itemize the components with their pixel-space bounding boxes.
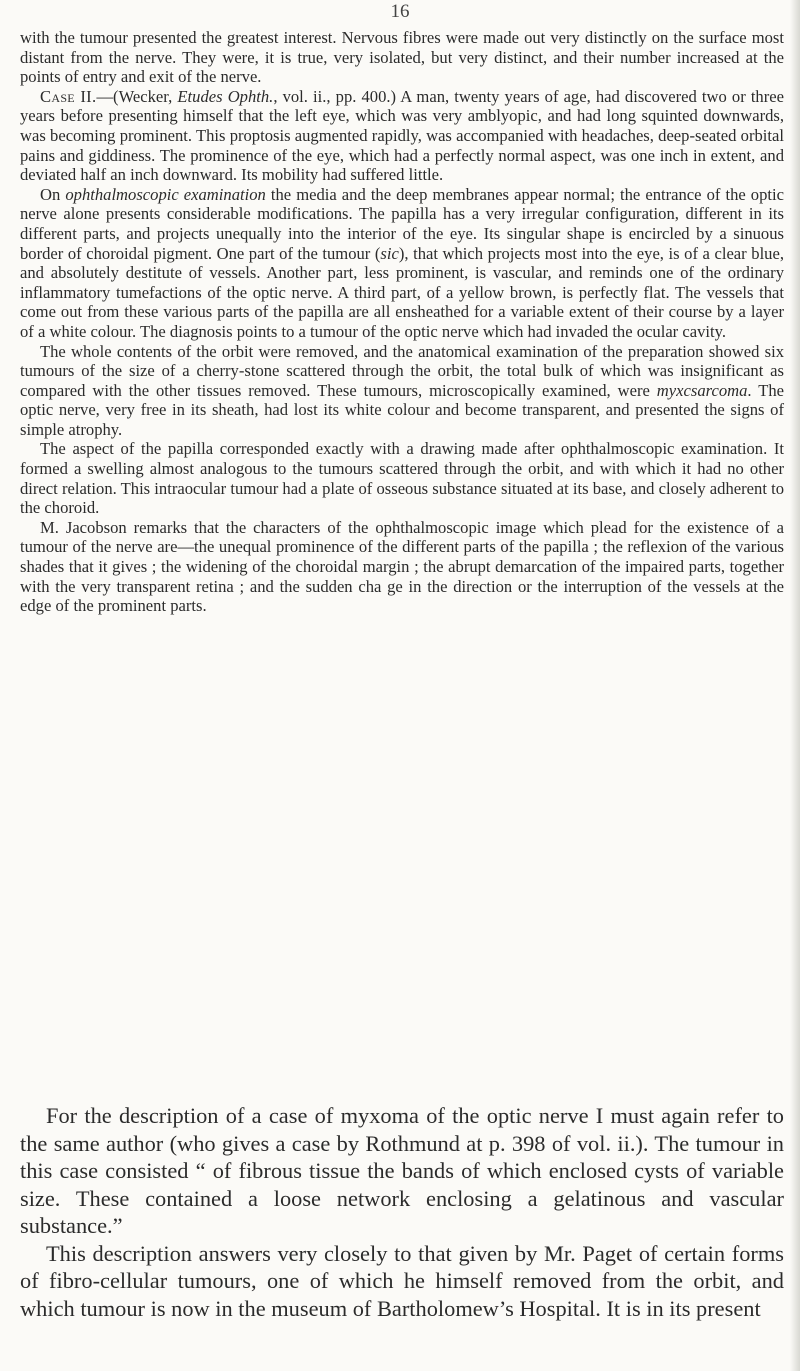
large-print-section: [20, 1102, 784, 1322]
paragraph-case-two: [20, 87, 784, 185]
paragraph-papilla-aspect: [20, 439, 784, 517]
small-print-section: [20, 28, 784, 616]
paragraph-ophthalmoscopic-examination: [20, 185, 784, 342]
source-title: Etudes Ophth.: [177, 86, 274, 106]
italic-term: ophthalmoscopic examination: [65, 184, 266, 204]
paragraph-text: M. Jacobson remarks that the characters of the ophthalmoscopic image which plead for the existence of a tumour of the nerve are—the unequal prominence of the different parts of the papilla ; the reflexion of the various shades that it gives ; the widening of the choroidal margin ; the abrupt demarcation of the impaired parts, together with the very transparent retina ; and the sudden cha ge in the direction or the interruption of the vessels at the edge of the prominent parts.: [20, 517, 784, 616]
page-edge-shadow: [790, 0, 800, 1371]
paragraph-text-b: ), that which projects most into the eye, is of a clear blue, and absolutely destitute of vessels. Another part, less prominent, is vascular, and reminds one of the ordinary inflammatory tumefactions of the optic nerve. A third part, of a yellow brown, is perfectly flat. The vessels that come out from these various parts of the papilla are all ensheathed for a variable extent of their course by a layer of a white colour. The diagnosis points to a tumour of the optic nerve which had invaded the ocular cavity.: [20, 243, 784, 341]
paragraph-myxoma-description: [20, 1102, 784, 1240]
paragraph-text: with the tumour presented the greatest interest. Nervous fibres were made out very distinctly on the surface most distant from the nerve. They were, it is true, very isolated, but very distinct, and their number increased at the points of entry and exit of the nerve.: [20, 28, 784, 87]
paragraph-anatomical-examination: [20, 342, 784, 440]
paragraph-tumour-fibres: [20, 28, 784, 87]
case-label: Case II.: [40, 86, 97, 106]
page-number: 16: [390, 1, 410, 22]
paragraph-text: For the description of a case of myxoma of the optic nerve I must again refer to the same author (who gives a case by Rothmund at p. 398 of vol. ii.). The tumour in this case consisted “ of fibrous tissue the bands of which enclosed cysts of variable size. These contained a loose network enclosing a gelatinous and vascular substance.”: [20, 1103, 784, 1238]
paragraph-text-b: . The optic nerve, very free in its sheath, had lost its white colour and become transparent, and presented the signs of simple atrophy.: [20, 380, 785, 439]
paragraph-text: This description answers very closely to that given by Mr. Paget of certain forms of fibro-cellular tumours, one of which he himself removed from the orbit, and which tumour is now in the museum of Bartholomew’s Hospital. It is in its present: [20, 1240, 784, 1321]
paragraph-jacobson-remarks: [20, 518, 784, 616]
paragraph-paget-comparison: [20, 1240, 784, 1323]
paragraph-text-a: the media and the deep membranes appear normal; the entrance of the optic nerve alone presents considerable modifications. The papilla has a very irregular configuration, different in its different parts, and projects unequally into the interior of the eye. Its singular shape is encircled by a sinuous border of choroidal pigment. One part of the tumour (: [20, 184, 784, 263]
paragraph-text: The aspect of the papilla corresponded exactly with a drawing made after ophthalmoscopic examination. It formed a swelling almost analogous to the tumours scattered through the orbit, and with which it had no other direct relation. This intraocular tumour had a plate of osseous substance situated at its base, and closely adherent to the choroid.: [20, 439, 784, 518]
paragraph-text: , vol. ii., pp. 400.) A man, twenty years of age, had discovered two or three years before presenting himself that the left eye, which was very amblyopic, and had long squinted downwards, was becoming prominent. This proptosis augmented rapidly, was accompanied with headaches, deep-seated orbital pains and giddiness. The prominence of the eye, which had a perfectly normal aspect, was one inch in extent, and deviated half an inch downward. Its mobility had suffered little.: [20, 86, 784, 185]
italic-term: myxcsarcoma: [656, 380, 748, 400]
citation-prefix: —(Wecker,: [96, 86, 178, 106]
paragraph-text-a: The whole contents of the orbit were removed, and the anatomical examination of the preparation showed six tumours of the size of a cherry-stone scattered through the orbit, the total bulk of which was insignificant as compared with the other tissues removed. These tumours, microscopically examined, were: [20, 341, 784, 400]
sic-note: sic: [380, 243, 399, 263]
paragraph-prefix: On: [40, 184, 66, 204]
